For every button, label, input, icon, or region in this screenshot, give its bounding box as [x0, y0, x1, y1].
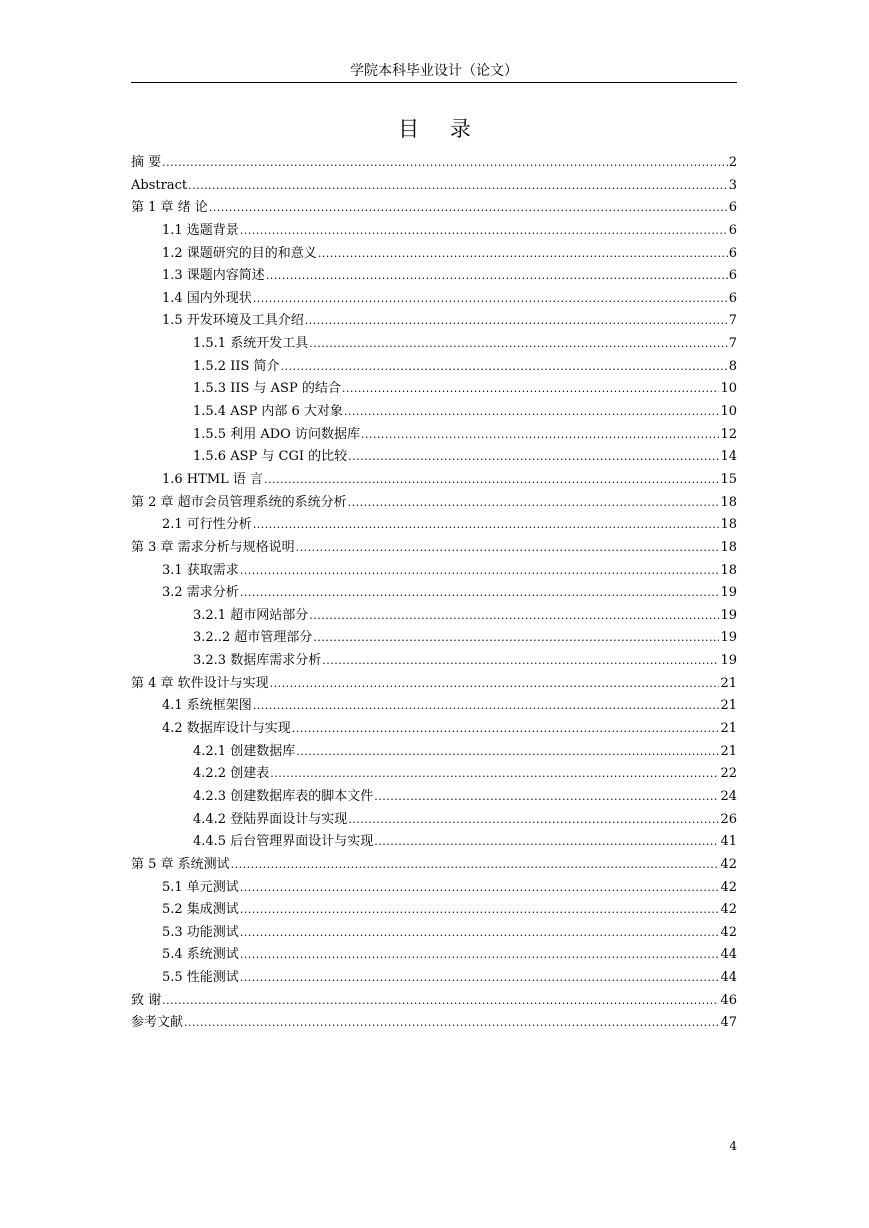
toc-entry-page: 19 — [720, 653, 737, 669]
toc-entry-page: 21 — [720, 721, 737, 737]
toc-entry[interactable] — [131, 809, 737, 832]
toc-entry-page: 21 — [720, 743, 737, 759]
toc-entry[interactable] — [131, 695, 737, 718]
toc-entry-title: 3.2 需求分析 — [162, 585, 239, 601]
toc-entry[interactable] — [131, 469, 737, 492]
toc-entry[interactable] — [131, 401, 737, 424]
toc-entry-page: 42 — [720, 924, 737, 940]
toc-entry-title: 4.4.5 后台管理界面设计与实现 — [193, 834, 374, 850]
toc-title: 目 录 — [398, 117, 483, 141]
toc-entry-title: 2.1 可行性分析 — [162, 517, 252, 533]
dot-leader — [322, 650, 719, 673]
toc-entry-page: 42 — [720, 856, 737, 872]
toc-entry-page: 3 — [728, 177, 737, 193]
running-header: 学院本科毕业设计（论文） — [131, 60, 737, 83]
toc-entry-title: 5.5 性能测试 — [162, 970, 239, 986]
dot-leader — [309, 333, 728, 356]
dot-leader — [264, 469, 719, 492]
dot-leader — [162, 990, 719, 1013]
dot-leader — [348, 492, 720, 515]
toc-entry-page: 18 — [720, 539, 737, 555]
dot-leader — [374, 786, 719, 809]
dot-leader — [188, 175, 728, 198]
toc-entry[interactable] — [131, 492, 737, 515]
toc-entry-title: 5.3 功能测试 — [162, 924, 239, 940]
dot-leader — [162, 152, 728, 175]
toc-entry-page: 6 — [728, 245, 737, 261]
dot-leader — [240, 582, 720, 605]
toc-entry-page: 18 — [720, 517, 737, 533]
toc-entry-page: 19 — [720, 607, 737, 623]
toc-entry[interactable] — [131, 356, 737, 379]
toc-entry[interactable] — [131, 741, 737, 764]
toc-entry[interactable] — [131, 877, 737, 900]
dot-leader — [240, 560, 720, 583]
toc-entry[interactable] — [131, 310, 737, 333]
toc-entry[interactable] — [131, 944, 737, 967]
toc-entry-title: 第 2 章 超市会员管理系统的系统分析 — [131, 494, 347, 510]
dot-leader — [344, 401, 720, 424]
dot-leader — [240, 877, 720, 900]
page-number: 4 — [729, 1139, 737, 1153]
toc-entry-title: 3.1 获取需求 — [162, 562, 239, 578]
dot-leader — [270, 763, 719, 786]
toc-entry-page: 26 — [720, 811, 737, 827]
toc-entry-page: 6 — [728, 268, 737, 284]
dot-leader — [342, 378, 720, 401]
toc-entry-title: 5.1 单元测试 — [162, 879, 239, 895]
toc-entry-page: 12 — [720, 426, 737, 442]
toc-entry-page: 10 — [720, 381, 737, 397]
dot-leader — [313, 627, 719, 650]
toc-entry-page: 18 — [720, 494, 737, 510]
toc-entry[interactable] — [131, 175, 737, 198]
toc-entry-page: 10 — [720, 404, 737, 420]
dot-leader — [296, 741, 719, 764]
toc-entry[interactable] — [131, 627, 737, 650]
toc-entry-page: 42 — [720, 902, 737, 918]
toc-entry-page: 44 — [720, 970, 737, 986]
toc-entry-title: 致 谢 — [131, 992, 162, 1008]
toc-entry[interactable] — [131, 537, 737, 560]
dot-leader — [209, 197, 728, 220]
toc-entry[interactable] — [131, 152, 737, 175]
toc-entry-page: 18 — [720, 562, 737, 578]
toc-entry-page: 7 — [728, 313, 737, 329]
dot-leader — [270, 673, 720, 696]
toc-entry-title: 5.4 系统测试 — [162, 947, 239, 963]
toc-entry[interactable] — [131, 560, 737, 583]
toc-entry[interactable] — [131, 1012, 737, 1035]
toc-entry-page: 6 — [728, 200, 737, 216]
toc-entry-title: 3.2.1 超市网站部分 — [193, 607, 309, 623]
dot-leader — [253, 695, 720, 718]
dot-leader — [240, 944, 720, 967]
toc-entry[interactable] — [131, 673, 737, 696]
dot-leader — [240, 899, 720, 922]
toc-entry-title: 4.4.2 登陆界面设计与实现 — [193, 811, 348, 827]
toc-entry-title: 1.2 课题研究的目的和意义 — [162, 245, 317, 261]
dot-leader — [374, 831, 719, 854]
toc-entry-title: 1.6 HTML 语 言 — [162, 471, 264, 487]
toc-entry[interactable] — [131, 650, 737, 673]
toc-entry[interactable] — [131, 514, 737, 537]
dot-leader — [281, 356, 728, 379]
toc-entry-title: Abstract — [131, 177, 188, 193]
table-of-contents — [131, 152, 737, 1035]
toc-entry-page: 14 — [720, 449, 737, 465]
toc-entry-title: 3.2..2 超市管理部分 — [193, 630, 313, 646]
toc-entry[interactable] — [131, 967, 737, 990]
toc-entry-title: 1.5.2 IIS 简介 — [193, 358, 280, 374]
toc-entry-page: 21 — [720, 675, 737, 691]
toc-entry-title: 4.2.1 创建数据库 — [193, 743, 296, 759]
toc-entry-title: 第 3 章 需求分析与规格说明 — [131, 539, 295, 555]
toc-entry-page: 19 — [720, 630, 737, 646]
toc-entry-title: 1.5.3 IIS 与 ASP 的结合 — [193, 381, 341, 397]
toc-entry[interactable] — [131, 265, 737, 288]
toc-entry-page: 8 — [728, 358, 737, 374]
toc-entry-page: 6 — [728, 290, 737, 306]
toc-entry[interactable] — [131, 220, 737, 243]
toc-entry-title: 1.5.5 利用 ADO 访问数据库 — [193, 426, 360, 442]
toc-entry-title: 4.1 系统框架图 — [162, 698, 252, 714]
toc-entry-page: 24 — [720, 788, 737, 804]
toc-entry-page: 6 — [728, 222, 737, 238]
toc-entry-title: 摘 要 — [131, 155, 162, 170]
dot-leader — [292, 718, 720, 741]
toc-entry-page: 19 — [720, 585, 737, 601]
dot-leader — [231, 854, 720, 877]
toc-entry-page: 2 — [728, 155, 737, 170]
dot-leader — [253, 288, 728, 311]
toc-entry[interactable] — [131, 990, 737, 1013]
toc-entry[interactable] — [131, 763, 737, 786]
toc-entry[interactable] — [131, 831, 737, 854]
toc-entry-title: 1.1 选题背景 — [162, 222, 239, 238]
toc-entry-page: 44 — [720, 947, 737, 963]
toc-entry[interactable] — [131, 243, 737, 266]
dot-leader — [318, 243, 728, 266]
dot-leader — [266, 265, 728, 288]
toc-entry-title: 1.4 国内外现状 — [162, 290, 252, 306]
toc-entry-page: 21 — [720, 698, 737, 714]
dot-leader — [361, 424, 720, 447]
toc-entry[interactable] — [131, 378, 737, 401]
dot-leader — [240, 967, 720, 990]
dot-leader — [348, 809, 719, 832]
toc-entry[interactable] — [131, 854, 737, 877]
toc-entry-title: 1.5 开发环境及工具介绍 — [162, 313, 304, 329]
toc-entry[interactable] — [131, 582, 737, 605]
toc-entry-title: 参考文献 — [131, 1015, 184, 1031]
toc-entry[interactable] — [131, 899, 737, 922]
dot-leader — [309, 605, 719, 628]
dot-leader — [240, 220, 728, 243]
toc-entry[interactable] — [131, 718, 737, 741]
toc-entry-title: 第 5 章 系统测试 — [131, 856, 230, 872]
dot-leader — [348, 446, 719, 469]
toc-entry[interactable] — [131, 197, 737, 220]
toc-entry-page: 7 — [728, 336, 737, 352]
toc-entry-title: 第 4 章 软件设计与实现 — [131, 675, 269, 691]
toc-entry-page: 46 — [720, 992, 737, 1008]
toc-entry-title: 5.2 集成测试 — [162, 902, 239, 918]
toc-entry-title: 第 1 章 绪 论 — [131, 200, 208, 216]
toc-entry[interactable] — [131, 922, 737, 945]
toc-entry[interactable] — [131, 333, 737, 356]
toc-entry[interactable] — [131, 446, 737, 469]
toc-entry[interactable] — [131, 288, 737, 311]
toc-entry[interactable] — [131, 605, 737, 628]
toc-entry-title: 1.5.6 ASP 与 CGI 的比较 — [193, 449, 348, 465]
toc-entry-page: 42 — [720, 879, 737, 895]
dot-leader — [305, 310, 728, 333]
dot-leader — [253, 514, 720, 537]
toc-entry-title: 1.5.1 系统开发工具 — [193, 336, 309, 352]
toc-entry-page: 22 — [720, 766, 737, 782]
toc-entry-title: 4.2.3 创建数据库表的脚本文件 — [193, 788, 374, 804]
dot-leader — [296, 537, 720, 560]
toc-entry-page: 47 — [720, 1015, 737, 1031]
dot-leader — [240, 922, 720, 945]
toc-entry[interactable] — [131, 786, 737, 809]
toc-entry-title: 3.2.3 数据库需求分析 — [193, 653, 322, 669]
dot-leader — [184, 1012, 719, 1035]
toc-entry[interactable] — [131, 424, 737, 447]
toc-entry-page: 15 — [720, 471, 737, 487]
toc-entry-title: 4.2 数据库设计与实现 — [162, 721, 291, 737]
toc-entry-title: 1.5.4 ASP 内部 6 大对象 — [193, 404, 343, 420]
toc-entry-title: 4.2.2 创建表 — [193, 766, 270, 782]
toc-entry-page: 41 — [720, 834, 737, 850]
toc-entry-title: 1.3 课题内容简述 — [162, 268, 265, 284]
